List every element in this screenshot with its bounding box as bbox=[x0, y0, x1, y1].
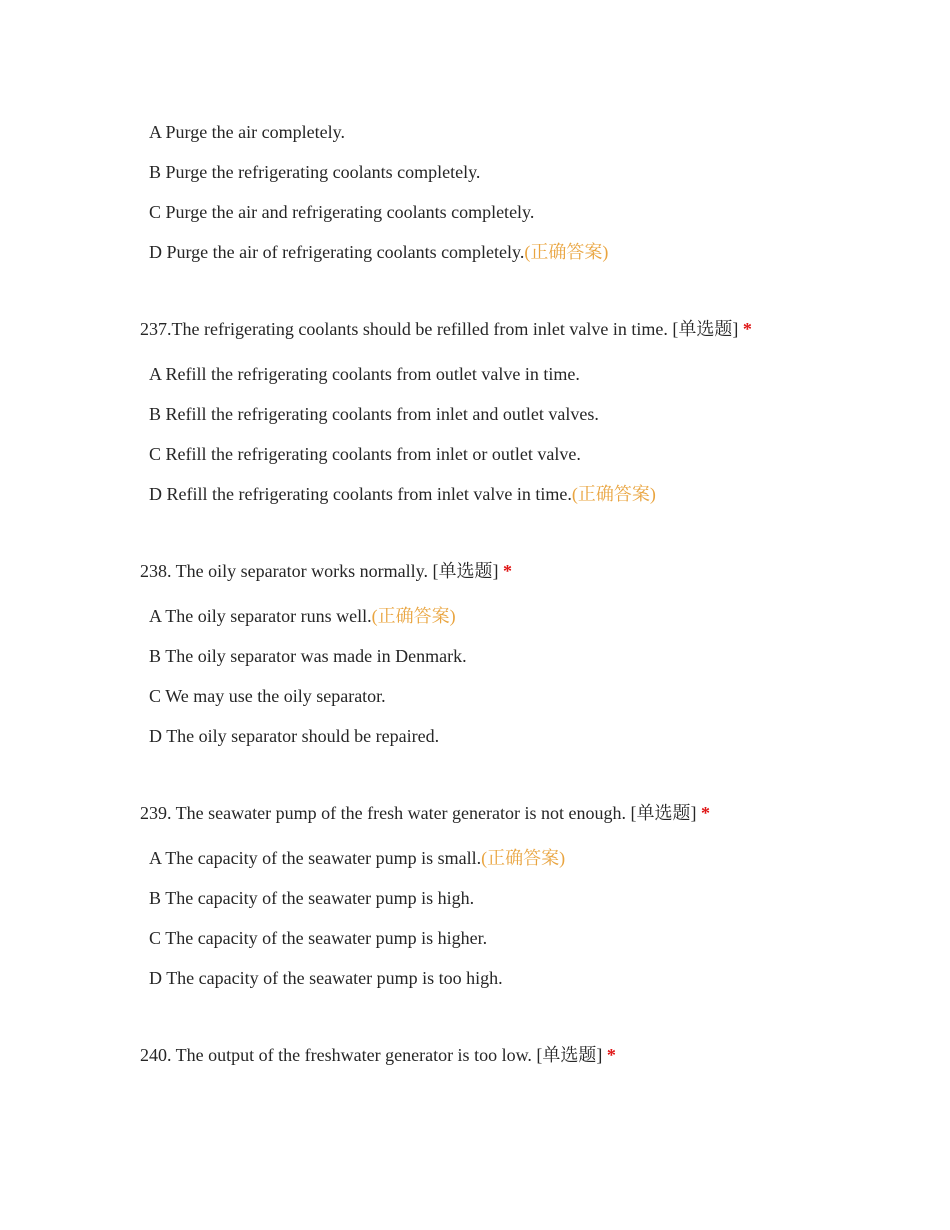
option-line bbox=[140, 162, 910, 183]
option-text: Refill the refrigerating coolants from inlet and outlet valves. bbox=[165, 404, 599, 424]
option-line bbox=[140, 364, 910, 385]
option-label: A bbox=[149, 122, 162, 142]
option-label: A bbox=[149, 606, 162, 626]
option-label: A bbox=[149, 364, 162, 384]
question-type-tag: [单选题] bbox=[630, 803, 697, 823]
option-text: Purge the air and refrigerating coolants completely. bbox=[165, 202, 535, 222]
option-text: Purge the air of refrigerating coolants completely. bbox=[166, 242, 525, 262]
question-block bbox=[140, 561, 910, 747]
question-stem: 239. The seawater pump of the fresh water generator is not enough. bbox=[140, 803, 627, 823]
option-text: Purge the air completely. bbox=[165, 122, 345, 142]
option-label: C bbox=[149, 928, 162, 948]
option-line bbox=[140, 928, 910, 949]
option-text: The oily separator should be repaired. bbox=[166, 726, 440, 746]
question-stem: 237.The refrigerating coolants should be refilled from inlet valve in time. bbox=[140, 319, 668, 339]
option-line bbox=[140, 888, 910, 909]
option-text: Refill the refrigerating coolants from outlet valve in time. bbox=[165, 364, 580, 384]
option-text: The capacity of the seawater pump is higher. bbox=[165, 928, 488, 948]
option-label: D bbox=[149, 726, 162, 746]
option-text: The capacity of the seawater pump is small. bbox=[165, 848, 482, 868]
question-stem-line bbox=[140, 803, 910, 824]
required-asterisk: * bbox=[502, 561, 512, 581]
option-label: B bbox=[149, 404, 162, 424]
option-text: Refill the refrigerating coolants from inlet valve in time. bbox=[166, 484, 572, 504]
option-text: The capacity of the seawater pump is high. bbox=[165, 888, 475, 908]
option-text: The oily separator was made in Denmark. bbox=[165, 646, 467, 666]
question-block bbox=[140, 803, 910, 989]
option-line bbox=[140, 646, 910, 667]
option-text: We may use the oily separator. bbox=[165, 686, 386, 706]
question-stem: 240. The output of the freshwater generator is too low. bbox=[140, 1045, 532, 1065]
option-label: B bbox=[149, 646, 162, 666]
option-label: A bbox=[149, 848, 162, 868]
question-type-tag: [单选题] bbox=[432, 561, 499, 581]
option-line bbox=[140, 606, 910, 627]
question-stem-line bbox=[140, 1045, 910, 1066]
question-block bbox=[140, 122, 910, 263]
question-type-tag: [单选题] bbox=[536, 1045, 603, 1065]
option-line bbox=[140, 848, 910, 869]
option-label: D bbox=[149, 242, 162, 262]
question-block bbox=[140, 1045, 910, 1066]
option-label: C bbox=[149, 202, 162, 222]
option-line bbox=[140, 444, 910, 465]
option-line bbox=[140, 242, 910, 263]
correct-answer-tag: (正确答案) bbox=[371, 606, 456, 626]
option-line bbox=[140, 686, 910, 707]
option-line bbox=[140, 726, 910, 747]
option-label: B bbox=[149, 888, 162, 908]
required-asterisk: * bbox=[701, 803, 711, 823]
option-label: C bbox=[149, 444, 162, 464]
option-label: C bbox=[149, 686, 162, 706]
option-line bbox=[140, 404, 910, 425]
required-asterisk: * bbox=[606, 1045, 616, 1065]
question-block bbox=[140, 319, 910, 505]
option-line bbox=[140, 202, 910, 223]
question-stem: 238. The oily separator works normally. bbox=[140, 561, 428, 581]
option-label: D bbox=[149, 484, 162, 504]
correct-answer-tag: (正确答案) bbox=[524, 242, 609, 262]
option-line bbox=[140, 484, 910, 505]
option-text: The capacity of the seawater pump is too high. bbox=[166, 968, 503, 988]
option-text: Purge the refrigerating coolants completely. bbox=[165, 162, 481, 182]
question-type-tag: [单选题] bbox=[672, 319, 739, 339]
option-line bbox=[140, 968, 910, 989]
option-label: B bbox=[149, 162, 162, 182]
option-label: D bbox=[149, 968, 162, 988]
question-stem-line bbox=[140, 561, 910, 582]
correct-answer-tag: (正确答案) bbox=[481, 848, 566, 868]
option-text: Refill the refrigerating coolants from inlet or outlet valve. bbox=[165, 444, 581, 464]
option-line bbox=[140, 122, 910, 143]
question-stem-line bbox=[140, 319, 910, 340]
correct-answer-tag: (正确答案) bbox=[571, 484, 656, 504]
required-asterisk: * bbox=[742, 319, 752, 339]
option-text: The oily separator runs well. bbox=[165, 606, 372, 626]
